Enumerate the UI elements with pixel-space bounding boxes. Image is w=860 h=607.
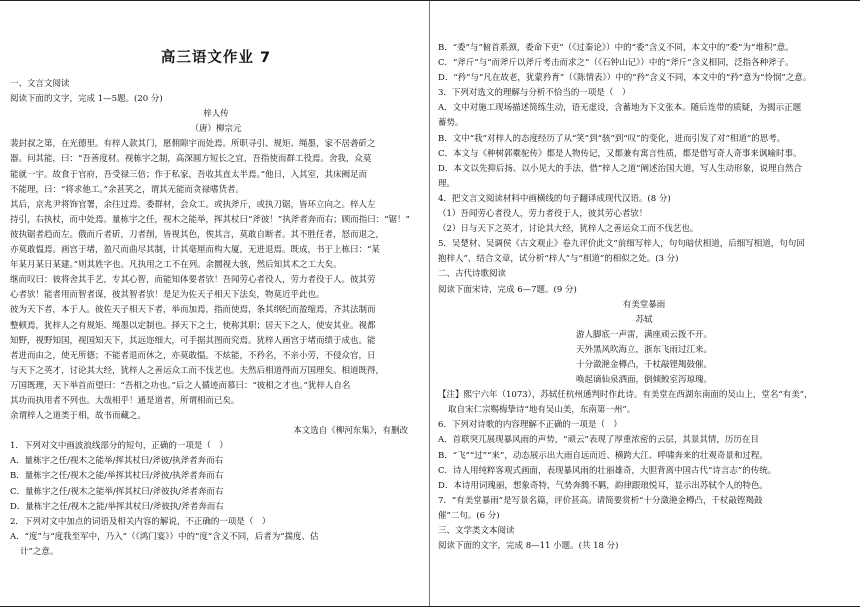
right-text-line: 阅读下面宋诗，完成 6—7题。(9 分) <box>438 284 577 295</box>
right-text-line: 阅读下面的文字，完成 8—11 小题。(共 18 分) <box>438 541 619 552</box>
left-text-line: 2．下列对文中加点的词语及相关内容的解说，不正确的一项是（ ） <box>10 516 271 527</box>
right-text-line: B．“飞”“过”“来”，动态展示出大雨自远而近、横跨大江、呼啸奔来的壮观奇景和过程。 <box>438 450 768 461</box>
left-text-line: 器。问其能，曰：“吾善度材。视栋宇之制，高深圆方短长之宜，吾指使而群工役焉。舍我，众莫 <box>10 154 372 165</box>
left-text-line: A．“度”与“度我至军中，乃入”（《鸿门宴》）中的“度”含义不同，后者为“揣度、估 <box>10 531 319 542</box>
left-text-line: B．量栋宇之任/视木之能/举挥其杖曰/斧彼/执斧者奔而右 <box>10 471 224 482</box>
left-text-line: 1．下列对文中画波浪线部分的短句，正确的一项是（ ） <box>10 441 228 452</box>
left-text-line: 其功而执用者不列也。大哉相乎！通是道者，所谓相而已矣。 <box>10 395 240 406</box>
left-text-line: 年某月某日某建。”则其姓字也。凡执用之工不在列。余圜视大骇，然后知其术之工大矣。 <box>10 260 342 271</box>
right-text-line: B．文中“我”对梓人的态度经历了从“笑”到“骇”到“叹”的变化，进而引发了对“相道”的思考。 <box>438 133 786 144</box>
left-text-line: 万国既理，天下举首而望曰：“吾相之功也。”后之人循迹而慕曰：“彼相之才也。”犹梓人自名 <box>10 380 351 391</box>
right-text-line: 6．下列对诗歌的内容理解不正确的一项是（ ） <box>438 420 622 431</box>
left-text-line: 整顿焉，犹梓人之有规矩、绳墨以定制也。择天下之士，使称其职；居天下之人，使安其业。视都 <box>10 320 376 331</box>
left-text-line: 知野，视野知国，视国知天下，其远迩细大，可手据其图而究焉。犹梓人画宫于堵而绩于成也。能 <box>10 335 376 346</box>
left-text-line: 彼为天下者，本于人。彼佐天子相天下者，举而加焉，指而使焉，条其纲纪而盈缩焉，齐其法制而 <box>10 305 376 316</box>
left-text-line: 裴封叔之第，在光德里。有梓人款其门，愿佣隙宇而处焉。所职寻引、规矩、绳墨，家不居砻斫之 <box>10 139 376 150</box>
right-text-line: 十分潋滟金樽凸，千杖敲铿羯鼓催。 <box>575 359 712 370</box>
left-text-line: 本文选自《柳河东集》，有删改 <box>293 426 408 437</box>
left-text-line: 能就一宇。故食于官府，吾受禄三倍；作于私家，吾收其直太半焉。”他日，入其室，其床阙足而 <box>10 169 368 180</box>
left-text-line: （唐）柳宗元 <box>190 124 242 135</box>
right-text-line: C．本文与《种树郭橐驼传》都是人物传记，又都兼有寓言性质，都是借写奇人奇事来讽喻时事。 <box>438 148 802 159</box>
left-text-line: 一、文言文阅读 <box>10 79 70 89</box>
right-text-line: 7．“有美堂暴雨”是写景名篇，评价甚高。请简要赏析“十分潋滟金樽凸，千杖敲铿羯鼓 <box>438 495 763 506</box>
left-text-line: 与天下之英才，讨论其大经，犹梓人之善运众工而不伐艺也。夫然后相道得而万国理矣。相道既得， <box>10 365 385 376</box>
right-text-line: 4．把文言文阅读材料中画横线的句子翻译成现代汉语。(8 分) <box>438 193 671 204</box>
right-text-line: 3．下列对选文的理解与分析不恰当的一项是（ ） <box>438 88 631 99</box>
right-text-line: 天外黑风吹海立，浙东飞雨过江来。 <box>575 344 712 355</box>
right-text-line: C．“斧斤”与“而斧斤以斧斤考击而求之”（《石钟山记》）中的“斧斤”含义相同，泛指各种斧子。 <box>438 58 794 69</box>
left-text-lines <box>10 77 422 560</box>
right-text-line: A．文中对施工现场描述简练生动，语无虚设，含蓄地为下文张本。随后连带的质疑，为揭示正题 <box>438 103 802 114</box>
right-text-line: 游人脚底一声雷，满座顽云拨不开。 <box>575 329 712 340</box>
right-text-line: D．本诗用词瑰丽，想象奇特，气势奔腾不羁，韵律跟琅悦耳，显示出苏轼个人的特色。 <box>438 480 768 491</box>
right-text-line: D．本文以先抑后扬、以小见大的手法，借“梓人之道”阐述治国大道，写人生动形象，说理自然合 <box>438 163 803 174</box>
right-text-line: 5．吴楚材、吴调侯《古文观止》卷九评价此文“前细写梓人，句句暗伏相道，后细写相道，句句回 <box>438 239 805 250</box>
right-text-line: 三、文学类文本阅读 <box>438 526 515 536</box>
right-text-line: 催”二句。(6 分) <box>438 510 500 521</box>
right-text-line: B．“委”与“俯首系颈，委命下吏”（《过秦论》）中的“委”含义不同，本文中的“委”为“堆积”意。 <box>438 43 794 53</box>
right-text-lines <box>438 41 850 554</box>
left-text-line: 彼执锯者趋而左。俄而斤者斫，刀者削，皆视其色，俟其言，莫敢自断者。其不胜任者，怒而退之， <box>10 229 385 240</box>
right-text-line: （2）日与天下之英才，讨论其大经，犹梓人之善运众工而不伐艺也。 <box>438 224 699 235</box>
page-title: 高三语文作业 7 <box>160 50 272 66</box>
left-text-line: 持引，右执杖，而中处焉。量栋宇之任，视木之能举，挥其杖曰“斧彼！”执斧者奔而右；顾而指曰：“锯！” <box>10 214 410 225</box>
left-text-line: 其后，京兆尹将饰官署，余往过焉。委群材，会众工。或执斧斤，或执刀锯，皆环立向之。梓人左 <box>10 199 376 210</box>
left-text-line: 计”之意。 <box>20 546 59 557</box>
left-text-line: A．量栋宇之任/视木之能举/挥其杖曰/斧彼/执斧者奔而右 <box>10 456 224 467</box>
right-text-line: 有美堂暴雨 <box>622 299 666 310</box>
right-text-line: 理。 <box>438 178 456 189</box>
right-text-line: C．诗人用纯粹客观式画面，表现暴风雨的壮丽雄奇，大胆背离中国古代“诗言志”的传统。 <box>438 465 777 476</box>
left-text-line: 者进而由之，使无所德；不能者退而休之，亦莫敢愠。不炫能，不矜名，不亲小劳，不侵众官，日 <box>10 350 376 361</box>
left-column <box>10 1 422 606</box>
left-text-line: 不能理，曰：“将求他工。”余甚笑之，谓其无能而贪禄嗜货者。 <box>10 184 244 195</box>
right-column <box>438 1 850 606</box>
right-text-line: 取自宋仁宗赐梅挚诗“地有吴山美，东南第一州”。 <box>448 405 636 416</box>
left-text-line: 梓人传 <box>203 109 229 120</box>
right-text-line: 唤起谪仙泉洒面，倒倾鲛室泻琼瑰。 <box>575 375 712 386</box>
column-divider <box>429 1 430 606</box>
right-text-line: 抱梓人”，结合文章，试分析“梓人”与“相道”的相似之处。(3 分) <box>438 254 679 265</box>
right-text-line: 二、古代诗歌阅读 <box>438 269 507 280</box>
right-text-line: 蓄势。 <box>438 118 464 129</box>
right-text-line: 苏轼 <box>635 314 653 325</box>
left-text-line: 亦莫敢愠焉。画宫于堵，盈尺而曲尽其制，计其毫厘而构大厦，无进退焉。既成，书于上栋曰：“某 <box>10 245 380 256</box>
left-text-line: 继而叹曰：彼将舍其手艺，专其心智，而能知体要者欤！吾闻劳心者役人，劳力者役于人。彼其劳 <box>10 275 376 286</box>
right-text-line: 【注】熙宁六年（1073），苏轼任杭州通判时作此诗。有美堂在西湖东南面的吴山上，堂名“有美”， <box>438 390 813 401</box>
right-text-line: D．“矜”与“凡在故老，犹蒙矜育”（《陈情表》）中的“矜”含义不同，本文中的“矜”意为“怜悯”之意。 <box>438 73 812 84</box>
right-text-line: A．首联突兀展现暴风雨的声势，“顽云”表现了厚重浓密的云层，其景其情，历历在目 <box>438 435 759 446</box>
left-text-line: 心者欤！能者用而智者谋，彼其智者欤！是足为佐天子相天下法矣，物莫近乎此也。 <box>10 290 325 301</box>
right-text-line: （1）吾闻劳心者役人，劳力者役于人，彼其劳心者欤！ <box>438 209 648 220</box>
left-text-line: 阅读下面的文字，完成 1—5题。(20 分) <box>10 94 163 105</box>
left-text-line: C．量栋宇之任/视木之能举/挥其杖曰/斧彼执/斧者奔而右 <box>10 486 224 497</box>
left-text-line: 余谓梓人之道类于相，故书而藏之。 <box>10 411 147 422</box>
left-text-line: D．量栋宇之任/视木之能/举挥其杖曰/斧彼执/斧者奔而右 <box>10 501 224 512</box>
